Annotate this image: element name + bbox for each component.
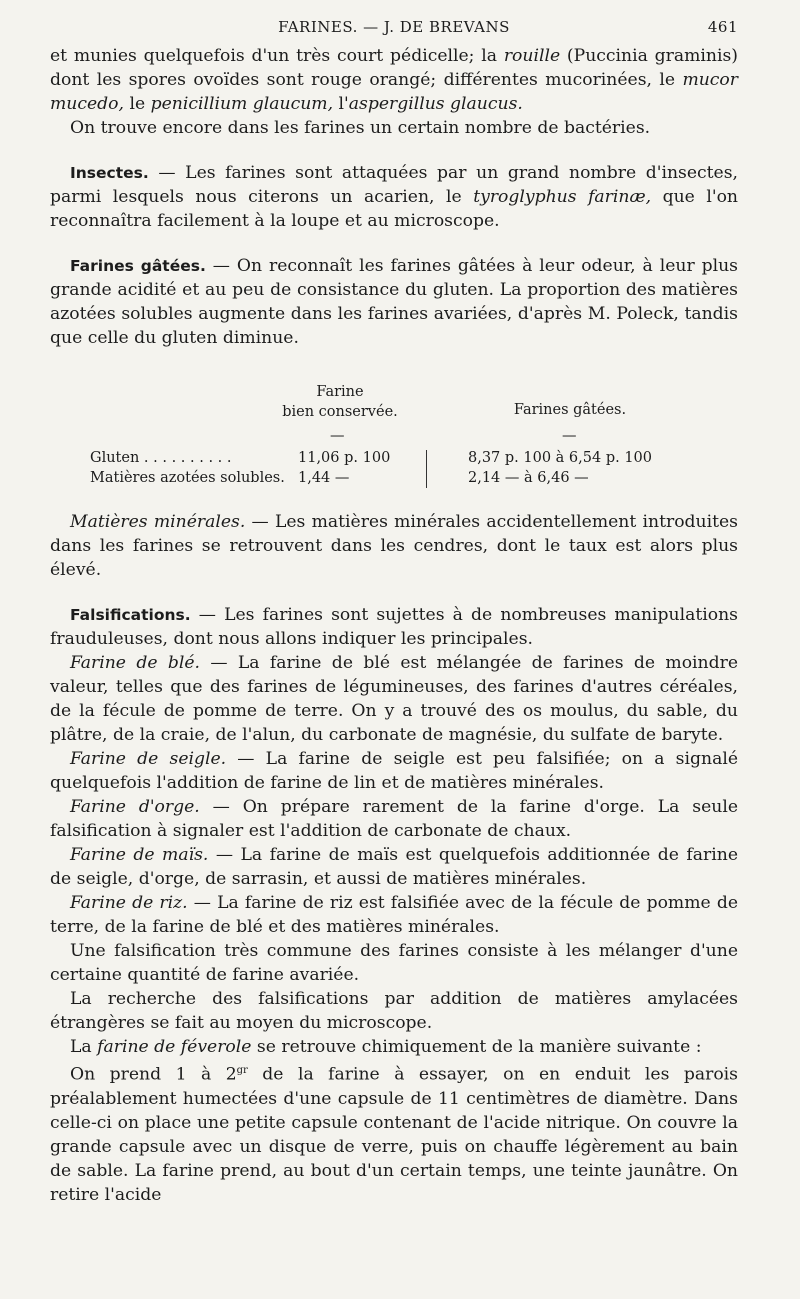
- paragraph-insectes: Insectes. — Les farines sont attaquées par un grand nombre d'insectes, parmi lesquels nous citerons un acarien, le tyroglyphus farinæ, que l'on reconnaîtra facilement à la loupe et au microscope.: [50, 163, 738, 231]
- paragraph-falsification-commune: Une falsification très commune des farines consiste à les mélanger d'une certaine quantité de farine avariée.: [50, 941, 738, 985]
- table-cell: 2,14 — à 6,46 —: [468, 470, 589, 486]
- paragraph-feverole: La farine de féverole se retrouve chimiquement de la manière suivante :: [70, 1037, 702, 1057]
- section-lead: Farines gâtées.: [70, 257, 206, 275]
- paragraph-farine-seigle: Farine de seigle. — La farine de seigle est peu falsifiée; on a signalé quelquefois l'addition de farine de lin et de matières minérales.: [50, 749, 738, 793]
- paragraph-falsifications: Falsifications. — Les farines sont sujettes à de nombreuses manipulations frauduleuses, dont nous allons indiquer les principales.: [50, 605, 738, 649]
- paragraph-farine-riz: Farine de riz. — La farine de riz est falsifiée avec de la fécule de pomme de terre, de la farine de blé et des matières minérales.: [50, 893, 738, 937]
- paragraph-fungi: et munies quelquefois d'un très court pédicelle; la rouille (Puccinia graminis) dont les spores ovoïdes sont rouge orangé; différentes mucorinées, le mucor mucedo, le penicillium glaucum, l'aspergillus glaucus.: [50, 46, 739, 114]
- paragraph-matieres-minerales: Matières minérales. — Les matières minérales accidentellement introduites dans les farines se retrouvent dans les cendres, dont le taux est alors plus élevé.: [50, 512, 739, 580]
- paragraph-procedure: On prend 1 à $2^{gr}$ de la farine à essayer, on en enduit les parois préalablement humectées d'une capsule de 11 centimètres de diamètre. Dans celle-ci on place une petite capsule contenant de l'acide nitrique. On couvre la grande capsule avec un disque de verre, puis on chauffe légèrement au bain de sable. La farine prend, au bout d'un certain temps, une teinte jaunâtre. On retire l'acide: [50, 1064, 739, 1205]
- table-row-label: Matières azotées solubles.: [90, 470, 285, 486]
- running-head: FARINES. — J. DE BREVANS: [278, 18, 510, 36]
- table-cell: 1,44 —: [298, 470, 350, 486]
- page-header: [50, 14, 738, 44]
- table-row-label: Gluten . . . . . . . . . .: [90, 450, 232, 466]
- paragraph-bacteria: On trouve encore dans les farines un certain nombre de bactéries.: [70, 118, 651, 138]
- table-dash: —: [330, 428, 345, 444]
- paragraph-farine-mais: Farine de maïs. — La farine de maïs est quelquefois additionnée de farine de seigle, d'orge, de sarrasin, et aussi de matières minérales.: [50, 845, 738, 889]
- page-number: 461: [707, 18, 738, 36]
- section-lead: Insectes.: [70, 164, 149, 182]
- table-header-gatees: Farines gâtées.: [513, 402, 627, 418]
- paragraph-farines-gatees: Farines gâtées. — On reconnaît les farines gâtées à leur odeur, à leur plus grande acidité et au peu de consistance du gluten. La proportion des matières azotées solubles augmente dans les farines avariées, d'après M. Poleck, tandis que celle du gluten diminue.: [50, 256, 738, 348]
- table-header-conservee: Farine bien conservée.: [282, 384, 398, 420]
- paragraph-microscope: La recherche des falsifications par addition de matières amylacées étrangères se fait au moyen du microscope.: [50, 989, 738, 1033]
- section-lead: Falsifications.: [70, 606, 191, 624]
- table-cell: 8,37 p. 100 à 6,54 p. 100: [468, 450, 653, 466]
- table-divider: [426, 450, 427, 488]
- paragraph-farine-orge: Farine d'orge. — On prépare rarement de la farine d'orge. La seule falsification à signaler est l'addition de carbonate de chaux.: [50, 797, 738, 841]
- table-dash: —: [562, 428, 577, 444]
- table-cell: 11,06 p. 100: [298, 450, 391, 466]
- document-page: [50, 14, 738, 1207]
- comparison-table: [50, 362, 738, 502]
- paragraph-farine-ble: Farine de blé. — La farine de blé est mélangée de farines de moindre valeur, telles que des farines de légumineuses, des farines d'autres céréales, de la fécule de pomme de terre. On y a trouvé des os moulus, du sable, du plâtre, de la craie, de l'alun, du carbonate de magnésie, du sulfate de baryte.: [50, 653, 738, 745]
